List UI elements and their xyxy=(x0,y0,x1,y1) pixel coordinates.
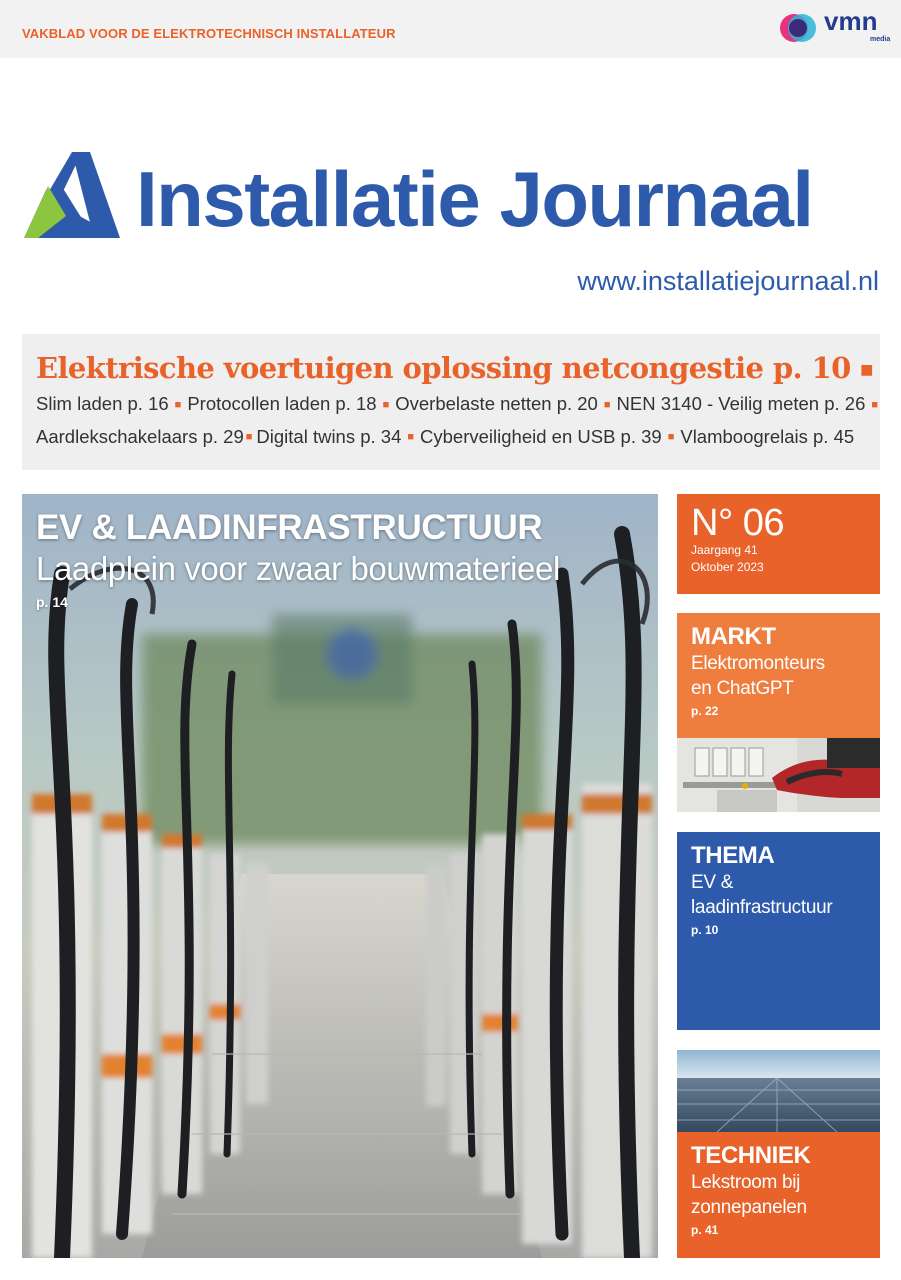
toc-item: Slim laden p. 16 xyxy=(36,393,169,414)
charging-stations-illustration xyxy=(22,494,658,1258)
magazine-title: Installatie Journaal xyxy=(136,155,813,243)
techniek-text-line-2: zonnepanelen xyxy=(691,1197,807,1218)
thema-page: p. 10 xyxy=(691,923,719,937)
markt-text-line-1: Elektromonteurs xyxy=(691,653,825,674)
cover-photo-charging-stations xyxy=(22,494,658,1258)
cover-story-page: p. 14 xyxy=(36,594,68,610)
bullet-icon: ■ xyxy=(667,431,675,444)
bullet-icon: ■ xyxy=(860,362,873,378)
markt-box xyxy=(677,613,880,738)
cover-story-title: Laadplein voor zwaar bouwmaterieel xyxy=(36,550,560,587)
toc-item: Aardlekschakelaars p. 29 xyxy=(36,425,244,447)
tagline: VAKBLAD VOOR DE ELEKTROTECHNISCH INSTALLATEUR xyxy=(22,26,396,41)
thema-kicker: THEMA xyxy=(691,842,775,869)
vmn-media-logo xyxy=(778,6,890,50)
toc-item: Cyberveiligheid en USB p. 39 xyxy=(420,425,662,447)
bullet-icon: ■ xyxy=(603,398,611,411)
bullet-icon: ■ xyxy=(245,431,253,444)
markt-text-line-2: en ChatGPT xyxy=(691,678,794,699)
markt-kicker: MARKT xyxy=(691,623,776,650)
contents-box xyxy=(22,334,880,470)
installatie-journaal-logo-icon xyxy=(24,150,120,240)
techniek-kicker: TECHNIEK xyxy=(691,1142,811,1169)
contents-headline-text: Elektrische voertuigen oplossing netcongestie p. 10 xyxy=(36,351,851,385)
vmn-logo-icon xyxy=(778,8,818,48)
thema-text-line-2: laadinfrastructuur xyxy=(691,897,833,918)
thema-box xyxy=(677,832,880,1030)
toc-item: Overbelaste netten p. 20 xyxy=(395,393,598,414)
contents-line-1 xyxy=(36,388,879,421)
contents-line-2 xyxy=(36,421,866,454)
techniek-page: p. 41 xyxy=(691,1223,719,1237)
vmn-logo-word: vmn xyxy=(824,6,878,36)
top-bar xyxy=(0,0,901,58)
issue-volume: Jaargang 41 xyxy=(691,543,758,557)
toc-item: Digital twins p. 34 xyxy=(256,425,402,447)
bullet-icon: ■ xyxy=(174,398,182,411)
magazine-url[interactable]: www.installatiejournaal.nl xyxy=(577,266,879,296)
thema-text-line-1: EV & xyxy=(691,872,734,893)
issue-box xyxy=(677,494,880,594)
bullet-icon: ■ xyxy=(382,398,390,411)
issue-number: N° 06 xyxy=(691,502,784,544)
toc-item: Vlamboogrelais p. 45 xyxy=(680,425,855,447)
cover-story-kicker: EV & LAADINFRASTRUCTUUR xyxy=(36,508,543,547)
bullet-icon: ■ xyxy=(871,398,879,411)
contents-headline xyxy=(36,350,873,388)
markt-photo-electrician xyxy=(677,738,880,812)
issue-date: Oktober 2023 xyxy=(691,560,764,574)
vmn-logo-sub: media xyxy=(870,36,891,43)
techniek-box xyxy=(677,1132,880,1258)
solar-panels-illustration xyxy=(677,1050,880,1132)
electrician-illustration xyxy=(677,738,880,812)
markt-page: p. 22 xyxy=(691,704,719,718)
techniek-photo-solar-panels xyxy=(677,1050,880,1132)
techniek-text-line-1: Lekstroom bij xyxy=(691,1172,801,1193)
bullet-icon: ■ xyxy=(407,431,415,444)
toc-item: NEN 3140 - Veilig meten p. 26 xyxy=(616,393,866,414)
toc-item: Protocollen laden p. 18 xyxy=(187,393,377,414)
